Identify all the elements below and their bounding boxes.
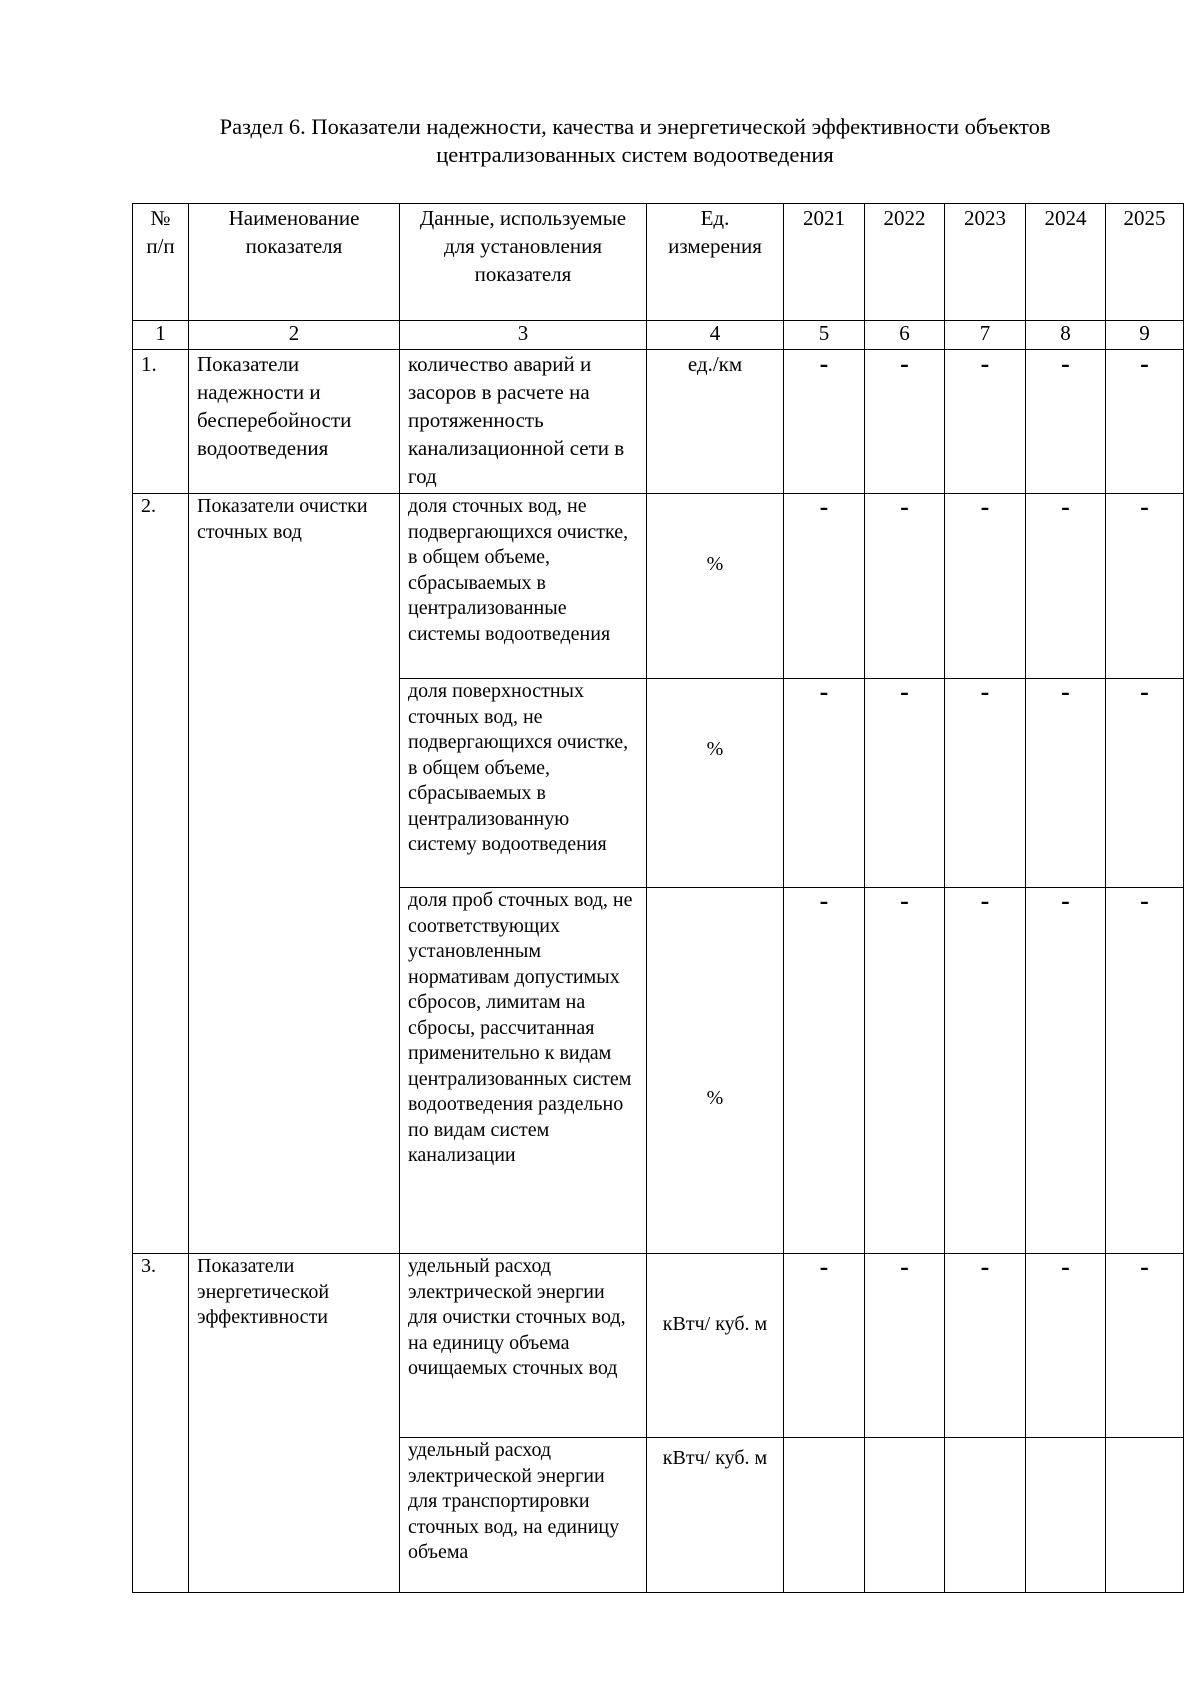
indicator-data: доля поверхностных сточных вод, не подвергающихся очистке, в общем объеме, сбрасываемых в централизованную систему водоотведения: [400, 679, 647, 888]
header-year: 2022: [865, 204, 945, 321]
header-num: № п/п: [133, 204, 189, 321]
year-value: [784, 1438, 865, 1593]
table-row: [133, 350, 1184, 494]
indicator-data: удельный расход электрической энергии для транспортировки сточных вод, на единицу объема: [400, 1438, 647, 1593]
indicator-unit: кВтч/ куб. м: [647, 1438, 784, 1593]
year-value: [945, 1438, 1026, 1593]
year-value: -: [865, 1254, 945, 1438]
year-value: -: [1106, 1254, 1184, 1438]
row-number: 1.: [133, 350, 189, 494]
header-row: [133, 204, 1184, 321]
year-value: [865, 1438, 945, 1593]
indicator-unit: %: [647, 888, 784, 1254]
year-value: -: [784, 888, 865, 1254]
year-value: -: [945, 888, 1026, 1254]
indicator-unit: кВтч/ куб. м: [647, 1254, 784, 1438]
indicator-data: удельный расход электрической энергии для очистки сточных вод, на единицу объема очищаемых сточных вод: [400, 1254, 647, 1438]
year-value: -: [1106, 679, 1184, 888]
year-value: -: [945, 350, 1026, 494]
column-number: 6: [865, 321, 945, 350]
year-value: -: [1106, 350, 1184, 494]
year-value: -: [865, 494, 945, 679]
header-year: 2023: [945, 204, 1026, 321]
year-value: -: [1106, 888, 1184, 1254]
table-row: [133, 1254, 1184, 1438]
column-number: 1: [133, 321, 189, 350]
row-number: 2.: [133, 494, 189, 1254]
column-number: 3: [400, 321, 647, 350]
indicator-name: Показатели очистки сточных вод: [189, 494, 400, 1254]
year-value: -: [1026, 679, 1106, 888]
year-value: -: [865, 350, 945, 494]
year-value: -: [865, 888, 945, 1254]
year-value: -: [945, 494, 1026, 679]
year-value: [1106, 1438, 1184, 1593]
header-year: 2024: [1026, 204, 1106, 321]
year-value: -: [784, 679, 865, 888]
year-value: -: [1026, 888, 1106, 1254]
year-value: -: [1026, 350, 1106, 494]
column-number: 5: [784, 321, 865, 350]
section-title-line-2: централизованных систем водоотведения: [436, 142, 834, 167]
column-number: 9: [1106, 321, 1184, 350]
indicator-data: количество аварий и засоров в расчете на протяженность канализационной сети в год: [400, 350, 647, 494]
column-number: 2: [189, 321, 400, 350]
year-value: -: [1026, 494, 1106, 679]
indicator-unit: %: [647, 494, 784, 679]
indicators-table: [132, 203, 1184, 1593]
year-value: -: [1026, 1254, 1106, 1438]
header-year: 2025: [1106, 204, 1184, 321]
column-number: 7: [945, 321, 1026, 350]
year-value: [1026, 1438, 1106, 1593]
header-data: Данные, используемые для установления показателя: [400, 204, 647, 321]
column-number: 8: [1026, 321, 1106, 350]
year-value: -: [945, 679, 1026, 888]
year-value: -: [865, 679, 945, 888]
indicator-name: Показатели энергетической эффективности: [189, 1254, 400, 1593]
section-title: [130, 113, 1140, 169]
indicator-unit: %: [647, 679, 784, 888]
year-value: -: [945, 1254, 1026, 1438]
section-title-line-1: Раздел 6. Показатели надежности, качества и энергетической эффективности объектов: [219, 114, 1051, 139]
table-row: [133, 494, 1184, 679]
indicator-data: доля проб сточных вод, не соответствующих установленным нормативам допустимых сбросов, лимитам на сбросы, рассчитанная применительно к видам централизованных систем водоотведения раздельно по видам систем канализации: [400, 888, 647, 1254]
column-number-row: [133, 321, 1184, 350]
indicator-unit: ед./км: [647, 350, 784, 494]
row-number: 3.: [133, 1254, 189, 1593]
year-value: -: [784, 494, 865, 679]
year-value: -: [1106, 494, 1184, 679]
header-name: Наименование показателя: [189, 204, 400, 321]
indicator-name: Показатели надежности и бесперебойности водоотведения: [189, 350, 400, 494]
year-value: -: [784, 1254, 865, 1438]
header-unit: Ед. измерения: [647, 204, 784, 321]
year-value: -: [784, 350, 865, 494]
header-year: 2021: [784, 204, 865, 321]
column-number: 4: [647, 321, 784, 350]
indicator-data: доля сточных вод, не подвергающихся очистке, в общем объеме, сбрасываемых в централизованные системы водоотведения: [400, 494, 647, 679]
